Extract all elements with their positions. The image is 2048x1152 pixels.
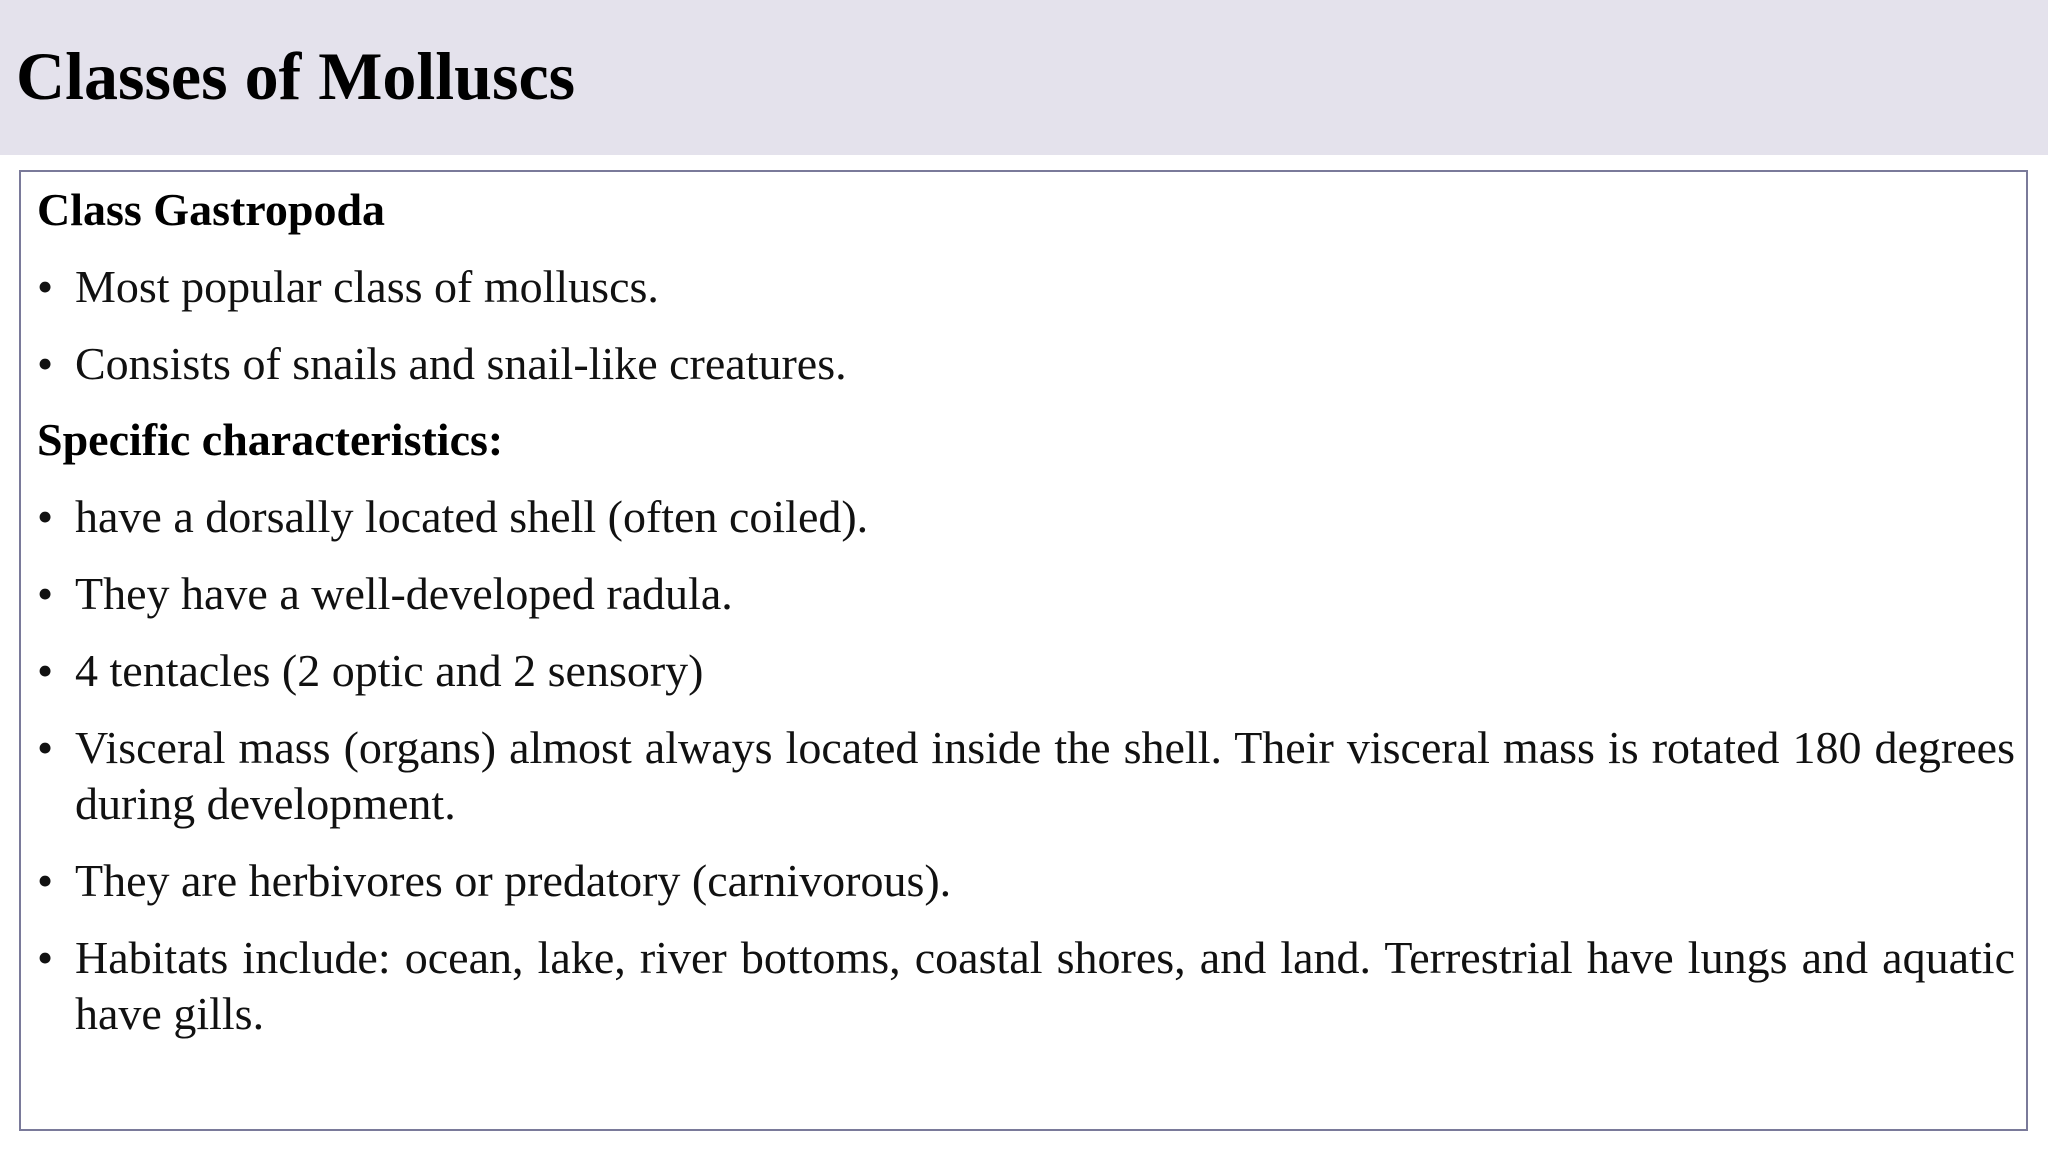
bullet-dot: • — [37, 491, 54, 542]
section-heading-class-gastropoda: Class Gastropoda — [37, 184, 386, 235]
bullet-dot: • — [37, 568, 54, 619]
bullet-text: 4 tentacles (2 optic and 2 sensory) — [75, 645, 704, 696]
bullet-text: Visceral mass (organs) almost always located inside the shell. Their visceral mass is rotated 180 degrees during development. — [75, 722, 2015, 829]
content-box — [19, 170, 2028, 1131]
bullet-dot: • — [37, 338, 54, 389]
bullet-text: Habitats include: ocean, lake, river bottoms, coastal shores, and land. Terrestrial have lungs and aquatic have gills. — [75, 932, 2015, 1039]
bullet-text: They are herbivores or predatory (carnivorous). — [75, 855, 952, 906]
bullet-dot: • — [37, 932, 54, 983]
title-bar — [0, 0, 2048, 155]
bullet-item — [37, 643, 2015, 699]
bullet-item — [37, 720, 2015, 832]
bullet-item — [37, 853, 2015, 909]
bullet-dot: • — [37, 645, 54, 696]
bullet-dot: • — [37, 855, 54, 906]
bullet-dot: • — [37, 722, 54, 773]
slide-title: Classes of Molluscs — [16, 38, 576, 114]
bullet-text: They have a well-developed radula. — [75, 568, 733, 619]
bullet-text: Most popular class of molluscs. — [75, 261, 659, 312]
bullet-item — [37, 259, 2015, 315]
bullet-text: have a dorsally located shell (often coiled). — [75, 491, 869, 542]
bullet-item — [37, 566, 2015, 622]
bullet-item — [37, 336, 2015, 392]
section-heading-specific-characteristics: Specific characteristics: — [37, 414, 504, 465]
bullet-text: Consists of snails and snail-like creatures. — [75, 338, 847, 389]
bullet-item — [37, 489, 2015, 545]
bullet-dot: • — [37, 261, 54, 312]
bullet-item — [37, 930, 2015, 1042]
